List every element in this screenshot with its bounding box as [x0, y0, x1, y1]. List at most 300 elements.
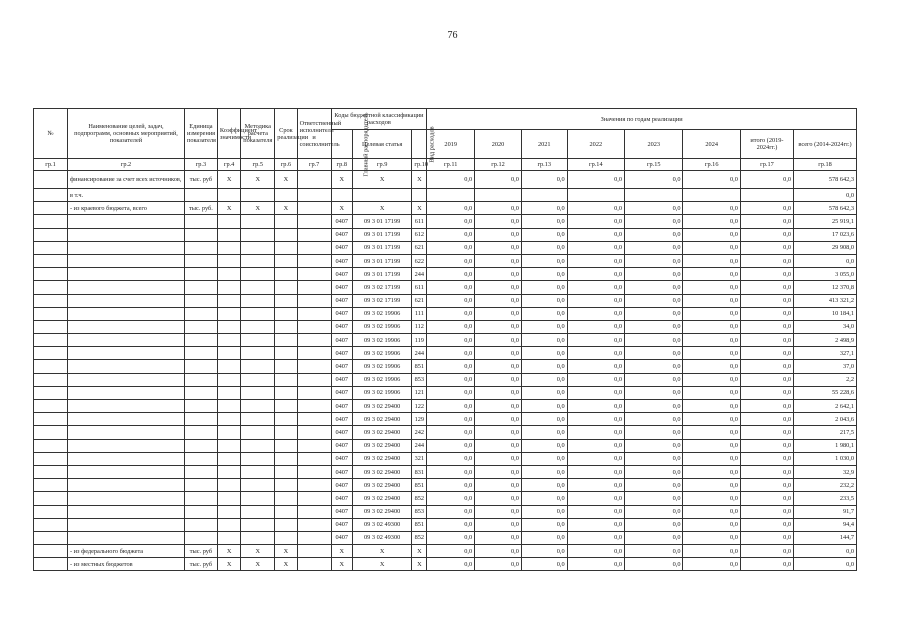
- row-code-glav: 0407: [331, 439, 352, 452]
- row-value: 0,0: [683, 439, 740, 452]
- empty-cell: [68, 518, 185, 531]
- row-value: 0,0: [427, 531, 475, 544]
- empty-cell: [184, 465, 217, 478]
- column-number: гр.2: [68, 159, 185, 171]
- empty-cell: [241, 505, 275, 518]
- empty-cell: [34, 281, 68, 294]
- row-total: 34,0: [794, 320, 857, 333]
- column-number: гр.13: [521, 159, 567, 171]
- empty-cell: [275, 294, 297, 307]
- row-value: 0,0: [740, 413, 793, 426]
- row-code-type: [412, 189, 427, 202]
- row-value: 0,0: [683, 228, 740, 241]
- row-responsible: [297, 171, 331, 189]
- row-value: 0,0: [521, 202, 567, 215]
- row-code-target: 09 3 01 17199: [352, 268, 412, 281]
- row-code-type: 122: [412, 400, 427, 413]
- empty-cell: [275, 518, 297, 531]
- empty-cell: [217, 373, 240, 386]
- empty-cell: [68, 360, 185, 373]
- row-value: 0,0: [567, 281, 624, 294]
- empty-cell: [68, 268, 185, 281]
- row-value: 0,0: [683, 413, 740, 426]
- table-row: [34, 334, 857, 347]
- empty-cell: [68, 281, 185, 294]
- empty-cell: [68, 413, 185, 426]
- empty-cell: [275, 426, 297, 439]
- row-value: 0,0: [683, 215, 740, 228]
- row-value: 0,0: [427, 254, 475, 267]
- header-coefficient: Коэффициент значимости: [217, 109, 240, 159]
- row-number: [34, 202, 68, 215]
- header-unit: Единица измерения показателя: [184, 109, 217, 159]
- empty-cell: [275, 281, 297, 294]
- row-value: 0,0: [625, 545, 683, 558]
- row-value: 0,0: [427, 171, 475, 189]
- empty-cell: [217, 518, 240, 531]
- row-value: 0,0: [475, 254, 522, 267]
- table-row: [34, 465, 857, 478]
- table-row: [34, 373, 857, 386]
- row-value: 0,0: [521, 268, 567, 281]
- row-value: 0,0: [567, 558, 624, 571]
- row-value: 0,0: [567, 202, 624, 215]
- row-code-target: 09 3 01 17199: [352, 241, 412, 254]
- row-value: 0,0: [740, 241, 793, 254]
- empty-cell: [241, 400, 275, 413]
- row-responsible: [297, 545, 331, 558]
- empty-cell: [241, 281, 275, 294]
- empty-cell: [34, 228, 68, 241]
- row-code-glav: 0407: [331, 294, 352, 307]
- empty-cell: [275, 360, 297, 373]
- row-value: 0,0: [427, 518, 475, 531]
- row-value: 0,0: [521, 400, 567, 413]
- empty-cell: [275, 531, 297, 544]
- row-total: 144,7: [794, 531, 857, 544]
- row-code-target: 09 3 02 29400: [352, 452, 412, 465]
- row-value: [740, 189, 793, 202]
- empty-cell: [217, 360, 240, 373]
- empty-cell: [217, 426, 240, 439]
- row-value: 0,0: [427, 439, 475, 452]
- row-value: 0,0: [625, 215, 683, 228]
- row-value: 0,0: [625, 452, 683, 465]
- row-code-target: 09 3 02 49300: [352, 518, 412, 531]
- empty-cell: [68, 479, 185, 492]
- empty-cell: [241, 439, 275, 452]
- empty-cell: [68, 400, 185, 413]
- empty-cell: [184, 426, 217, 439]
- row-code-target: 09 3 02 17199: [352, 294, 412, 307]
- row-value: 0,0: [625, 465, 683, 478]
- empty-cell: [34, 268, 68, 281]
- table-row: [34, 413, 857, 426]
- row-code-target: 09 3 02 19906: [352, 386, 412, 399]
- column-number: гр.3: [184, 159, 217, 171]
- empty-cell: [34, 320, 68, 333]
- row-value: 0,0: [683, 281, 740, 294]
- row-code-glav: 0407: [331, 281, 352, 294]
- row-code-type: 244: [412, 439, 427, 452]
- empty-cell: [184, 400, 217, 413]
- header-total-2014-2024: всего (2014-2024гг.): [794, 130, 857, 159]
- row-value: 0,0: [427, 320, 475, 333]
- row-unit: [184, 189, 217, 202]
- row-total: 55 228,6: [794, 386, 857, 399]
- row-value: 0,0: [740, 307, 793, 320]
- row-name: в т.ч.: [68, 189, 185, 202]
- empty-cell: [297, 439, 331, 452]
- row-code-glav: 0407: [331, 228, 352, 241]
- row-total: 29 908,0: [794, 241, 857, 254]
- empty-cell: [275, 320, 297, 333]
- empty-cell: [217, 439, 240, 452]
- empty-cell: [34, 334, 68, 347]
- page-number: 76: [447, 30, 458, 41]
- row-code-type: 622: [412, 254, 427, 267]
- empty-cell: [217, 281, 240, 294]
- table-row: [34, 386, 857, 399]
- empty-cell: [275, 254, 297, 267]
- row-value: 0,0: [567, 439, 624, 452]
- empty-cell: [297, 320, 331, 333]
- row-value: 0,0: [567, 518, 624, 531]
- row-term: X: [275, 202, 297, 215]
- row-value: 0,0: [740, 479, 793, 492]
- empty-cell: [241, 479, 275, 492]
- column-number-row: [34, 159, 857, 171]
- row-value: 0,0: [521, 426, 567, 439]
- empty-cell: [184, 373, 217, 386]
- row-value: 0,0: [740, 492, 793, 505]
- row-term: X: [275, 171, 297, 189]
- table-row: [34, 531, 857, 544]
- row-value: 0,0: [567, 426, 624, 439]
- row-value: 0,0: [567, 241, 624, 254]
- row-code-type: 119: [412, 334, 427, 347]
- table-row: [34, 228, 857, 241]
- row-total: 0,0: [794, 254, 857, 267]
- empty-cell: [297, 360, 331, 373]
- row-unit: тыс. руб.: [184, 202, 217, 215]
- row-code-type: 621: [412, 294, 427, 307]
- empty-cell: [275, 492, 297, 505]
- row-value: 0,0: [683, 545, 740, 558]
- row-total: 25 919,1: [794, 215, 857, 228]
- empty-cell: [184, 320, 217, 333]
- table-row: [34, 518, 857, 531]
- row-value: 0,0: [683, 479, 740, 492]
- row-code-target: 09 3 01 17199: [352, 215, 412, 228]
- empty-cell: [68, 531, 185, 544]
- row-code-glav: 0407: [331, 426, 352, 439]
- row-value: 0,0: [567, 413, 624, 426]
- row-value: 0,0: [683, 268, 740, 281]
- row-value: 0,0: [567, 320, 624, 333]
- header-year: 2024: [683, 130, 740, 159]
- row-value: 0,0: [521, 518, 567, 531]
- row-value: 0,0: [427, 307, 475, 320]
- table-row: [34, 215, 857, 228]
- row-code-type: 853: [412, 373, 427, 386]
- row-code-target: 09 3 02 19906: [352, 334, 412, 347]
- row-code-type: 852: [412, 492, 427, 505]
- column-number: гр.5: [241, 159, 275, 171]
- row-value: 0,0: [475, 268, 522, 281]
- header-total-2019-2024: итого (2019-2024гг.): [740, 130, 793, 159]
- row-value: 0,0: [521, 171, 567, 189]
- empty-cell: [34, 360, 68, 373]
- row-code-type: 321: [412, 452, 427, 465]
- empty-cell: [275, 479, 297, 492]
- row-value: 0,0: [683, 241, 740, 254]
- row-value: 0,0: [521, 294, 567, 307]
- empty-cell: [68, 373, 185, 386]
- row-value: 0,0: [475, 373, 522, 386]
- row-value: 0,0: [427, 386, 475, 399]
- row-value: 0,0: [521, 465, 567, 478]
- row-code-glav: 0407: [331, 413, 352, 426]
- row-code-glav: 0407: [331, 386, 352, 399]
- empty-cell: [217, 452, 240, 465]
- empty-cell: [275, 334, 297, 347]
- empty-cell: [241, 386, 275, 399]
- row-value: 0,0: [521, 558, 567, 571]
- row-code-target: X: [352, 202, 412, 215]
- row-value: 0,0: [625, 373, 683, 386]
- row-value: 0,0: [475, 228, 522, 241]
- row-value: 0,0: [683, 360, 740, 373]
- row-code-glav: 0407: [331, 254, 352, 267]
- row-code-target: 09 3 02 29400: [352, 505, 412, 518]
- row-value: 0,0: [740, 268, 793, 281]
- empty-cell: [275, 268, 297, 281]
- empty-cell: [217, 294, 240, 307]
- row-value: 0,0: [567, 492, 624, 505]
- row-value: 0,0: [521, 228, 567, 241]
- row-value: 0,0: [683, 254, 740, 267]
- row-value: 0,0: [475, 518, 522, 531]
- empty-cell: [217, 413, 240, 426]
- row-code-target: 09 3 01 17199: [352, 254, 412, 267]
- table-body: [34, 159, 857, 571]
- row-value: 0,0: [740, 215, 793, 228]
- empty-cell: [275, 452, 297, 465]
- row-code-type: X: [412, 202, 427, 215]
- empty-cell: [68, 505, 185, 518]
- row-unit: тыс. руб: [184, 545, 217, 558]
- column-number: гр.17: [740, 159, 793, 171]
- empty-cell: [68, 215, 185, 228]
- row-value: 0,0: [475, 400, 522, 413]
- row-code-type: 244: [412, 268, 427, 281]
- row-value: 0,0: [625, 320, 683, 333]
- row-code-type: 621: [412, 241, 427, 254]
- empty-cell: [241, 413, 275, 426]
- row-value: 0,0: [475, 492, 522, 505]
- row-value: 0,0: [625, 294, 683, 307]
- header-code-type: [412, 125, 437, 163]
- row-value: 0,0: [740, 202, 793, 215]
- row-value: 0,0: [427, 545, 475, 558]
- row-value: 0,0: [475, 531, 522, 544]
- empty-cell: [34, 413, 68, 426]
- row-value: 0,0: [427, 452, 475, 465]
- row-value: 0,0: [427, 228, 475, 241]
- empty-cell: [34, 439, 68, 452]
- row-value: 0,0: [567, 347, 624, 360]
- header-code-target: Целевая статья: [352, 130, 412, 159]
- column-number: гр.8: [331, 159, 352, 171]
- empty-cell: [34, 215, 68, 228]
- row-code-type: 611: [412, 215, 427, 228]
- table-row: [34, 202, 857, 215]
- table-row: [34, 281, 857, 294]
- empty-cell: [184, 281, 217, 294]
- empty-cell: [68, 426, 185, 439]
- row-value: 0,0: [794, 189, 857, 202]
- empty-cell: [34, 505, 68, 518]
- row-code-target: 09 3 01 17199: [352, 228, 412, 241]
- row-value: 0,0: [567, 400, 624, 413]
- empty-cell: [68, 386, 185, 399]
- row-value: 578 642,3: [794, 202, 857, 215]
- row-total: 91,7: [794, 505, 857, 518]
- row-value: 0,0: [794, 545, 857, 558]
- row-value: 0,0: [521, 254, 567, 267]
- row-value: 578 642,3: [794, 171, 857, 189]
- empty-cell: [184, 215, 217, 228]
- row-value: 0,0: [740, 518, 793, 531]
- row-code-glav: 0407: [331, 531, 352, 544]
- row-value: 0,0: [521, 386, 567, 399]
- empty-cell: [184, 479, 217, 492]
- column-number: гр.6: [275, 159, 297, 171]
- row-unit: тыс. руб: [184, 558, 217, 571]
- header-name: Наименование целей, задач, подпрограмм, основных мероприятий, показателей: [68, 109, 185, 159]
- row-total: 1 980,1: [794, 439, 857, 452]
- row-value: 0,0: [567, 545, 624, 558]
- row-value: 0,0: [427, 465, 475, 478]
- empty-cell: [34, 347, 68, 360]
- row-value: 0,0: [567, 171, 624, 189]
- empty-cell: [217, 465, 240, 478]
- row-total: 32,9: [794, 465, 857, 478]
- row-code-glav: 0407: [331, 241, 352, 254]
- row-value: 0,0: [740, 347, 793, 360]
- table-row: [34, 426, 857, 439]
- row-code-target: 09 3 02 49300: [352, 531, 412, 544]
- empty-cell: [297, 347, 331, 360]
- empty-cell: [297, 307, 331, 320]
- empty-cell: [297, 505, 331, 518]
- row-value: 0,0: [475, 452, 522, 465]
- row-value: 0,0: [683, 400, 740, 413]
- row-value: [625, 189, 683, 202]
- row-value: 0,0: [740, 545, 793, 558]
- row-coefficient: X: [217, 558, 240, 571]
- row-value: 0,0: [427, 294, 475, 307]
- empty-cell: [217, 334, 240, 347]
- empty-cell: [297, 268, 331, 281]
- row-value: 0,0: [475, 241, 522, 254]
- empty-cell: [275, 228, 297, 241]
- row-code-target: X: [352, 171, 412, 189]
- row-value: 0,0: [567, 254, 624, 267]
- row-value: 0,0: [625, 171, 683, 189]
- row-responsible: [297, 202, 331, 215]
- row-value: 0,0: [427, 400, 475, 413]
- row-code-target: 09 3 02 19906: [352, 307, 412, 320]
- empty-cell: [217, 215, 240, 228]
- column-number: гр.16: [683, 159, 740, 171]
- row-code-target: 09 3 02 29400: [352, 426, 412, 439]
- table-row: [34, 241, 857, 254]
- row-code-type: X: [412, 545, 427, 558]
- row-value: 0,0: [427, 347, 475, 360]
- row-code-type: 851: [412, 518, 427, 531]
- empty-cell: [68, 320, 185, 333]
- row-value: 0,0: [740, 320, 793, 333]
- row-term: [275, 189, 297, 202]
- row-value: 0,0: [475, 294, 522, 307]
- row-total: 94,4: [794, 518, 857, 531]
- row-value: 0,0: [625, 413, 683, 426]
- table-row: [34, 452, 857, 465]
- empty-cell: [241, 268, 275, 281]
- empty-cell: [297, 386, 331, 399]
- empty-cell: [241, 320, 275, 333]
- empty-cell: [297, 281, 331, 294]
- empty-cell: [297, 215, 331, 228]
- row-coefficient: X: [217, 545, 240, 558]
- empty-cell: [68, 228, 185, 241]
- empty-cell: [297, 492, 331, 505]
- empty-cell: [34, 479, 68, 492]
- empty-cell: [297, 241, 331, 254]
- column-number: гр.9: [352, 159, 412, 171]
- row-value: 0,0: [521, 492, 567, 505]
- row-value: 0,0: [567, 373, 624, 386]
- row-value: 0,0: [521, 281, 567, 294]
- row-value: 0,0: [475, 171, 522, 189]
- header-method: Методика расчета показателя: [241, 109, 275, 159]
- row-value: 0,0: [427, 241, 475, 254]
- empty-cell: [275, 241, 297, 254]
- row-total: 2 642,1: [794, 400, 857, 413]
- empty-cell: [34, 465, 68, 478]
- row-code-glav: 0407: [331, 334, 352, 347]
- row-value: 0,0: [427, 505, 475, 518]
- row-value: 0,0: [683, 202, 740, 215]
- empty-cell: [275, 505, 297, 518]
- empty-cell: [217, 254, 240, 267]
- empty-cell: [184, 518, 217, 531]
- empty-cell: [275, 413, 297, 426]
- row-total: 3 055,0: [794, 268, 857, 281]
- table-row: [34, 439, 857, 452]
- row-value: 0,0: [475, 413, 522, 426]
- row-value: 0,0: [567, 360, 624, 373]
- row-code-type: 611: [412, 281, 427, 294]
- row-value: 0,0: [521, 505, 567, 518]
- row-value: 0,0: [567, 228, 624, 241]
- row-value: 0,0: [625, 479, 683, 492]
- row-value: 0,0: [567, 386, 624, 399]
- empty-cell: [241, 452, 275, 465]
- row-code-target: 09 3 02 29400: [352, 439, 412, 452]
